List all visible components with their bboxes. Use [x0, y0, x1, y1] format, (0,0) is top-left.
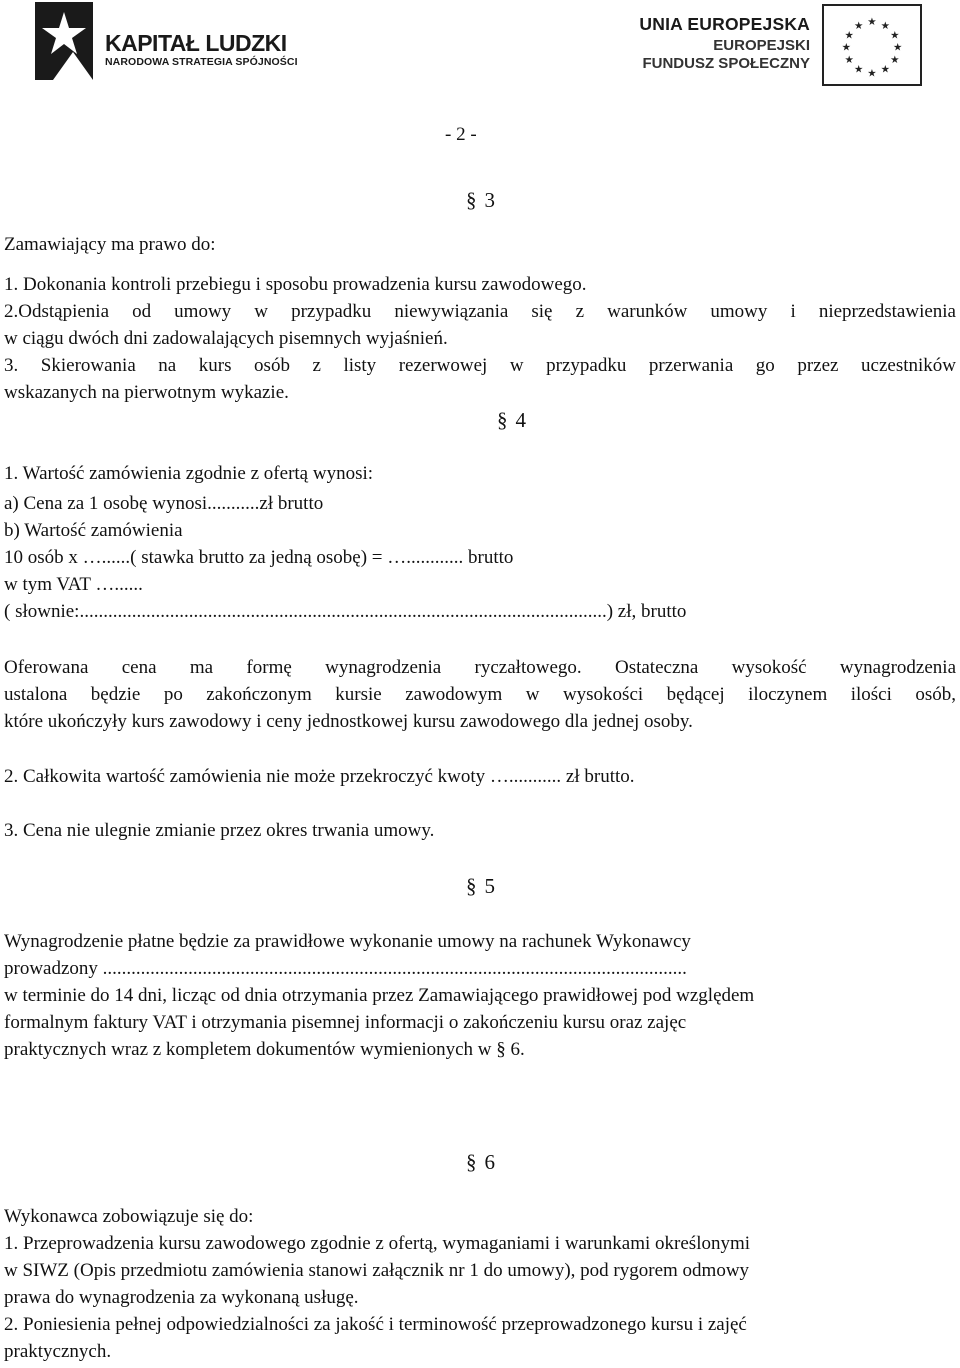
- page-number: - 2 -: [445, 124, 477, 145]
- eu-flag-icon: [822, 4, 922, 86]
- s5-line-5: praktycznych wraz z kompletem dokumentów wymienionych w § 6.: [4, 1039, 525, 1060]
- s3-item-3b: wskazanych na pierwotnym wykazie.: [4, 382, 289, 403]
- left-logo-subtitle: NARODOWA STRATEGIA SPÓJNOŚCI: [105, 56, 298, 68]
- left-logo-title: KAPITAŁ LUDZKI: [105, 30, 287, 56]
- svg-text:★: ★: [890, 55, 900, 67]
- s5-line-4: formalnym faktury VAT i otrzymania pisemnej informacji o zakończeniu kursu oraz zajęc: [4, 1012, 687, 1033]
- svg-text:★: ★: [892, 42, 903, 54]
- s6-item-1b: w SIWZ (Opis przedmiotu zamówienia stanowi załącznik nr 1 do umowy), pod rygorem odmowy: [4, 1260, 750, 1281]
- kapital-ludzki-logo: [35, 2, 303, 82]
- s4-para-1c: które ukończyły kurs zawodowy i ceny jednostkowej kursu zawodowego dla jednej osoby.: [4, 711, 693, 732]
- section-5-heading: § 5: [466, 874, 495, 898]
- s3-item-2b: w ciągu dwóch dni zadowalających pisemnych wyjaśnień.: [4, 328, 448, 349]
- s4-line-1: 1. Wartość zamówienia zgodnie z ofertą wynosi:: [4, 463, 374, 484]
- s5-line-3: w terminie do 14 dni, licząc od dnia otrzymania przez Zamawiającego prawidłowej pod względem: [4, 985, 755, 1006]
- right-logo-line2: EUROPEJSKI: [713, 37, 810, 54]
- s4-line-6: ( słownie:...............................................................................................................) zł, brutto: [4, 601, 687, 622]
- s4-para-3: 3. Cena nie ulegnie zmianie przez okres trwania umowy.: [4, 820, 435, 841]
- svg-text:★: ★: [844, 30, 854, 42]
- svg-text:★: ★: [853, 64, 864, 76]
- svg-text:★: ★: [841, 42, 852, 54]
- svg-text:★: ★: [844, 55, 854, 67]
- section-6-heading: § 6: [466, 1150, 495, 1174]
- svg-text:★: ★: [867, 68, 877, 80]
- s4-line-3: b) Wartość zamówienia: [4, 520, 183, 541]
- s6-item-2a: 2. Poniesienia pełnej odpowiedzialności za jakość i terminowość przeprowadzonego kursu i zajęć: [4, 1314, 747, 1335]
- s4-line-2: a) Cena za 1 osobę wynosi...........zł brutto: [4, 493, 324, 514]
- s6-item-1c: prawa do wynagrodzenia za wykonaną usługę.: [4, 1287, 359, 1308]
- s3-item-2a: 2.Odstąpienia od umowy w przypadku niewywiązania się z warunków umowy i nieprzedstawienia: [4, 301, 956, 322]
- s6-item-1a: 1. Przeprowadzenia kursu zawodowego zgodnie z ofertą, wymaganiami i warunkami określonymi: [4, 1233, 751, 1254]
- s3-item-1: 1. Dokonania kontroli przebiegu i sposobu prowadzenia kursu zawodowego.: [4, 274, 587, 295]
- s4-line-5: w tym VAT …......: [4, 574, 143, 595]
- eu-logo: [622, 4, 922, 86]
- s3-intro: Zamawiający ma prawo do:: [4, 234, 216, 255]
- svg-text:★: ★: [867, 17, 877, 29]
- svg-text:★: ★: [890, 30, 900, 42]
- kapital-ludzki-star-icon: [35, 2, 93, 80]
- s5-line-2: prowadzony ...........................................................................................................................: [4, 958, 687, 979]
- s4-para-1a: Oferowana cena ma formę wynagrodzenia ryczałtowego. Ostateczna wysokość wynagrodzenia: [4, 657, 956, 678]
- section-3-heading: § 3: [466, 188, 495, 212]
- s4-line-4: 10 osób x …......( stawka brutto za jedną osobę) = …............ brutto: [4, 547, 514, 568]
- s5-line-1: Wynagrodzenie płatne będzie za prawidłowe wykonanie umowy na rachunek Wykonawcy: [4, 931, 691, 952]
- right-logo-line3: FUNDUSZ SPOŁECZNY: [642, 55, 810, 72]
- s4-para-2: 2. Całkowita wartość zamówienia nie może przekroczyć kwoty …........... zł brutto.: [4, 766, 635, 787]
- svg-text:★: ★: [853, 20, 864, 32]
- svg-text:★: ★: [880, 20, 891, 32]
- s4-para-1b: ustalona będzie po zakończonym kursie zawodowym w wysokości będącej iloczynem ilości osób,: [4, 684, 956, 705]
- s3-item-3a: 3. Skierowania na kurs osób z listy rezerwowej w przypadku przerwania go przez uczestników: [4, 355, 956, 376]
- s6-item-2b: praktycznych.: [4, 1341, 112, 1362]
- svg-text:★: ★: [880, 64, 891, 76]
- section-4-heading: § 4: [497, 408, 526, 432]
- right-logo-title: UNIA EUROPEJSKA: [639, 14, 810, 34]
- s6-intro: Wykonawca zobowiązuje się do:: [4, 1206, 254, 1227]
